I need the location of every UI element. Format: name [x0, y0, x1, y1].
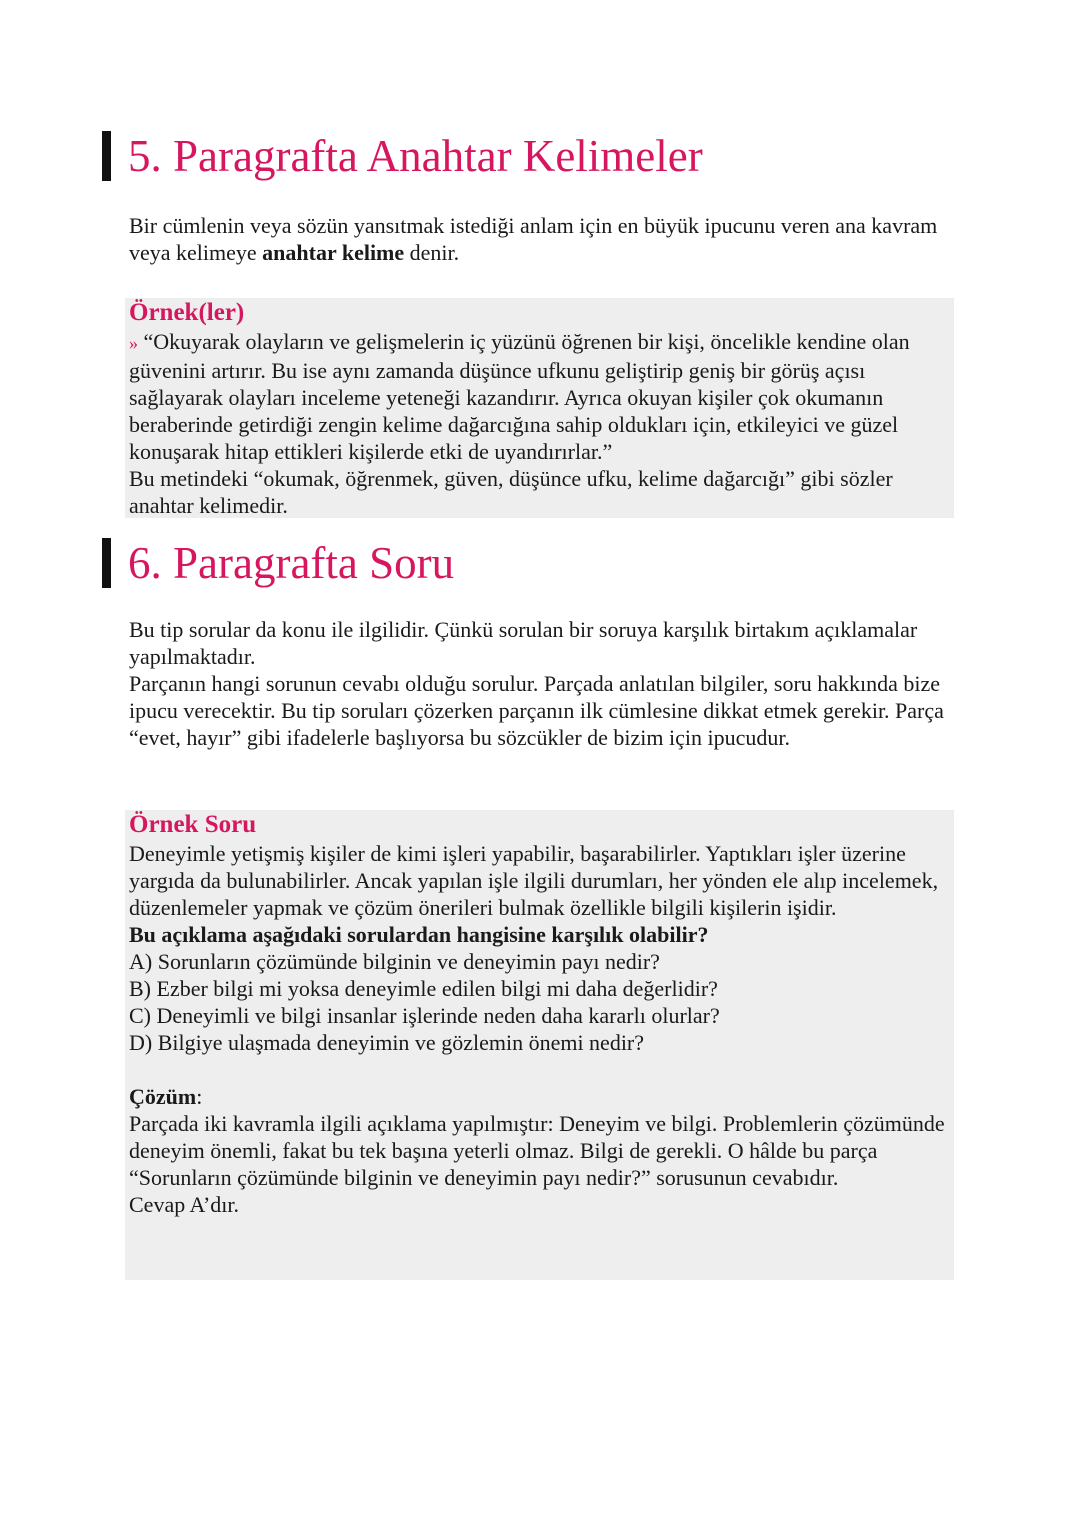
question-prompt: Bu açıklama aşağıdaki sorulardan hangisine karşılık olabilir?: [129, 922, 709, 947]
example-note: Bu metindeki “okumak, öğrenmek, güven, düşünce ufku, kelime dağarcığı” gibi sözler anahtar kelimedir.: [129, 466, 893, 518]
keyword-definition: [129, 212, 954, 266]
heading-bar: [102, 538, 111, 588]
solution-label: Çözüm: [129, 1084, 197, 1109]
heading-bar: [102, 131, 111, 181]
definition-end: denir.: [404, 240, 460, 265]
example-quote-text: “Okuyarak olayların ve gelişmelerin iç yüzünü öğrenen bir kişi, öncelikle kendine olan güvenini artırır. Bu ise aynı zamanda düşünce ufkunu geliştirip geniş bir görüş açısı sağlayarak olayları inceleme yeteneği kazandırır. Ayrıca okuyan kişiler çok okumanın beraberinde getirdiği zengin kelime dağarcığına sahip oldukları için, etkileyici ve güzel konuşarak hitap ettikleri kişilerde etki de uyandırırlar.”: [129, 329, 910, 464]
example-quote: [129, 328, 954, 465]
answer: Cevap A’dır.: [129, 1192, 239, 1217]
section-6-title: 6. Paragrafta Soru: [128, 537, 455, 588]
section-5-title: 5. Paragrafta Anahtar Kelimeler: [128, 130, 703, 181]
arrow-icon: »: [129, 333, 138, 353]
spacer: [129, 1056, 954, 1083]
example-question-label: Örnek Soru: [129, 811, 257, 838]
section-6-heading: [102, 538, 454, 588]
question-text: Deneyimle yetişmiş kişiler de kimi işleri yapabilir, başarabilirler. Yaptıkları işler üzerine yargıda da bulunabilirler. Ancak yapılan işle ilgili durumları, her yönden ele alıp incelemek, düzenlemeler yapmak ve çözüm önerileri bulmak özellikle bilgili kişilerin işidir.: [129, 841, 939, 920]
solution-heading: [129, 1083, 954, 1110]
definition-text: Bir cümlenin veya sözün yansıtmak istediği anlam için en büyük ipucunu veren ana kavram veya kelimeye: [129, 213, 938, 265]
intro-paragraph-1: Bu tip sorular da konu ile ilgilidir. Çünkü sorulan bir soruya karşılık birtakım açıklamalar yapılmaktadır.: [129, 617, 918, 669]
option-d: D) Bilgiye ulaşmada deneyimin ve gözlemin önemi nedir?: [129, 1030, 645, 1055]
definition-keyword: anahtar kelime: [262, 240, 405, 265]
example-label: Örnek(ler): [129, 299, 245, 326]
solution-text: Parçada iki kavramla ilgili açıklama yapılmıştır: Deneyim ve bilgi. Problemlerin çözümünde deneyim önemli, fakat bu tek başına yeterli olmaz. Bilgi de gerekli. O hâlde bu parça “Sorunların çözümünde bilginin ve deneyimin payı nedir?” sorusunun cevabıdır.: [129, 1111, 945, 1190]
solution-colon: :: [196, 1084, 203, 1109]
example-question-box: [125, 810, 954, 1280]
option-a: A) Sorunların çözümünde bilginin ve deneyimin payı nedir?: [129, 949, 660, 974]
option-c: C) Deneyimli ve bilgi insanlar işlerinde neden daha kararlı olurlar?: [129, 1003, 720, 1028]
section-6-intro: [129, 616, 954, 751]
section-5-heading: [102, 131, 703, 181]
option-b: B) Ezber bilgi mi yoksa deneyimle edilen bilgi mi daha değerlidir?: [129, 976, 718, 1001]
intro-paragraph-2: Parçanın hangi sorunun cevabı olduğu sorulur. Parçada anlatılan bilgiler, soru hakkında bize ipucu verecektir. Bu tip soruları çözerken parçanın ilk cümlesine dikkat etmek gerekir. Parça “evet, hayır” gibi ifadelerle başlıyorsa bu sözcükler de bizim için ipucudur.: [129, 671, 944, 750]
example-box: [125, 298, 954, 518]
